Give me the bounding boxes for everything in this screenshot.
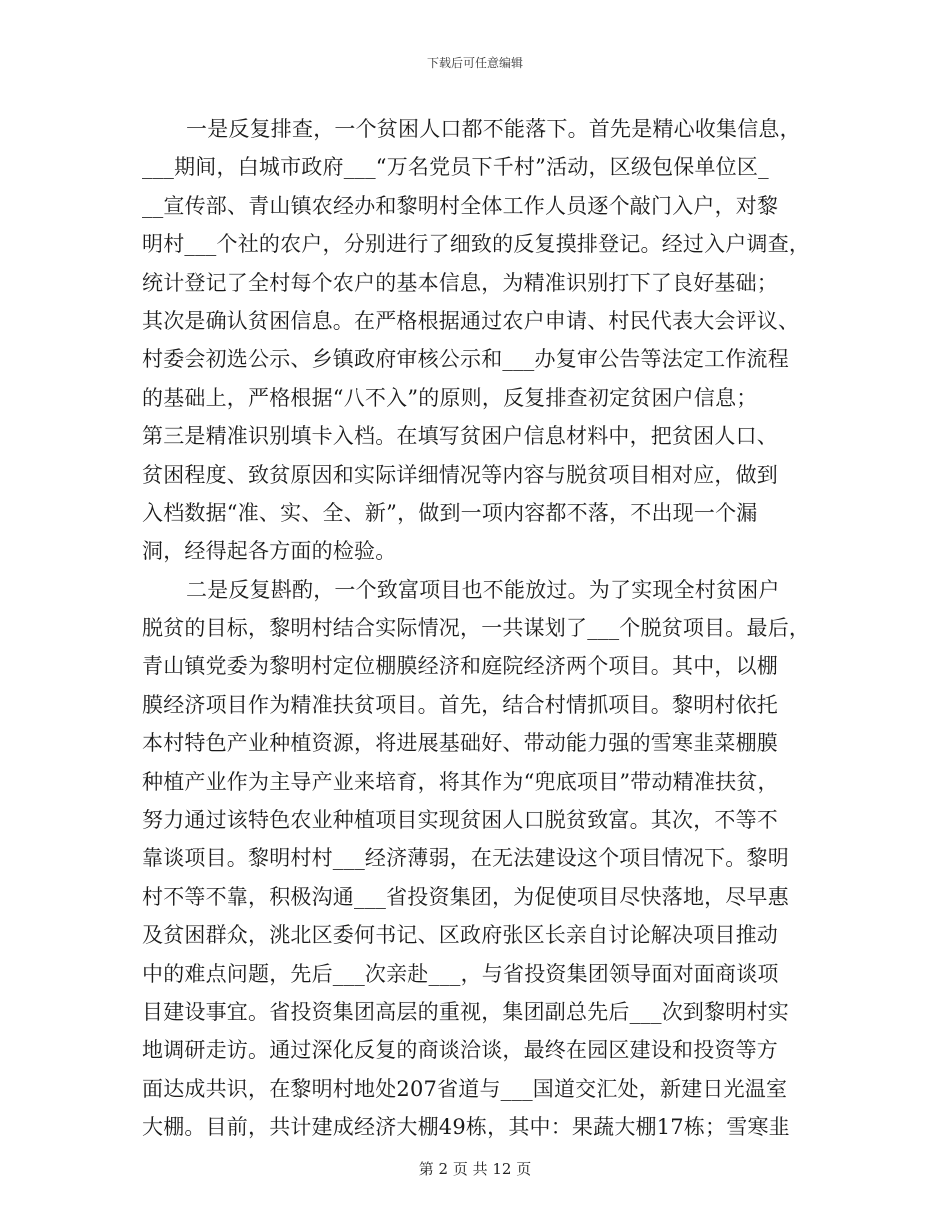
paragraph-line: 村不等不靠，积极沟通___省投资集团，为促使项目尽快落地，尽早惠 bbox=[142, 884, 789, 909]
paragraph-line: 本村特色产业种植资源，将进展基础好、带动能力强的雪寒韭菜棚膜 bbox=[142, 731, 778, 756]
paragraph-line: 目建设事宜。省投资集团高层的重视，集团副总先后___次到黎明村实 bbox=[142, 999, 789, 1024]
paragraph-line: 村委会初选公示、乡镇政府审核公示和___办复审公告等法定工作流程 bbox=[142, 347, 789, 372]
paragraph-line: 中的难点问题，先后___次亲赴___，与省投资集团领导面对面商谈项 bbox=[142, 961, 779, 986]
paragraph-line: 统计登记了全村每个农户的基本信息，为精准识别打下了良好基础； bbox=[142, 270, 778, 295]
paragraph-line: 脱贫的目标，黎明村结合实际情况，一共谋划了___个脱贫项目。最后， bbox=[142, 616, 811, 641]
paragraph-line: 膜经济项目作为精准扶贫项目。首先，结合村情抓项目。黎明村依托 bbox=[142, 692, 778, 717]
paragraph-line: __宣传部、青山镇农经办和黎明村全体工作人员逐个敲门入户，对黎 bbox=[142, 193, 779, 218]
paragraph-line: 青山镇党委为黎明村定位棚膜经济和庭院经济两个项目。其中，以棚 bbox=[142, 654, 778, 679]
paragraph-line: 一是反复排查，一个贫困人口都不能落下。首先是精心收集信息， bbox=[186, 117, 801, 141]
paragraph-line: 靠谈项目。黎明村村___经济薄弱，在无法建设这个项目情况下。黎明 bbox=[142, 846, 789, 871]
paragraph-line: 二是反复斟酌，一个致富项目也不能放过。为了实现全村贫困户 bbox=[186, 577, 780, 602]
paragraph-line: 及贫困群众，洮北区委何书记、区政府张区长亲自讨论解决项目推动 bbox=[142, 923, 778, 948]
document-body bbox=[142, 110, 822, 1147]
paragraph-line: 第三是精准识别填卡入档。在填写贫困户信息材料中，把贫困人口、 bbox=[142, 424, 778, 449]
paragraph-line: 洞，经得起各方面的检验。 bbox=[142, 539, 397, 564]
paragraph-line: 其次是确认贫困信息。在严格根据通过农户申请、村民代表大会评议、 bbox=[142, 308, 800, 333]
page-footer: 第 2 页 共 12 页 bbox=[418, 1160, 532, 1178]
paragraph-line: 面达成共识，在黎明村地处207省道与___国道交汇处，新建日光温室 bbox=[142, 1076, 788, 1101]
paragraph-line: 贫困程度、致贫原因和实际详细情况等内容与脱贫项目相对应，做到 bbox=[142, 462, 778, 487]
paragraph-line: 明村___个社的农户，分别进行了细致的反复摸排登记。经过入户调查， bbox=[142, 232, 811, 257]
paragraph-line: 大棚。目前，共计建成经济大棚49栋，其中：果蔬大棚17栋；雪寒韭 bbox=[142, 1115, 790, 1140]
paragraph-line: 地调研走访。通过深化反复的商谈洽谈，最终在园区建设和投资等方 bbox=[142, 1038, 778, 1063]
paragraph-line: 种植产业作为主导产业来培育，将其作为“兜底项目”带动精准扶贫， bbox=[142, 769, 779, 794]
paragraph-line: ___期间，白城市政府___“万名党员下千村”活动，区级包保单位区_ bbox=[142, 155, 769, 180]
paragraph-line: 努力通过该特色农业种植项目实现贫困人口脱贫致富。其次，不等不 bbox=[142, 808, 778, 833]
paragraph-line: 入档数据“准、实、全、新”，做到一项内容都不落，不出现一个漏 bbox=[142, 500, 758, 525]
paragraph-line: 的基础上，严格根据“八不入”的原则，反复排查初定贫困户信息； bbox=[142, 385, 758, 410]
page-header: 下载后可任意编辑 bbox=[426, 56, 523, 70]
